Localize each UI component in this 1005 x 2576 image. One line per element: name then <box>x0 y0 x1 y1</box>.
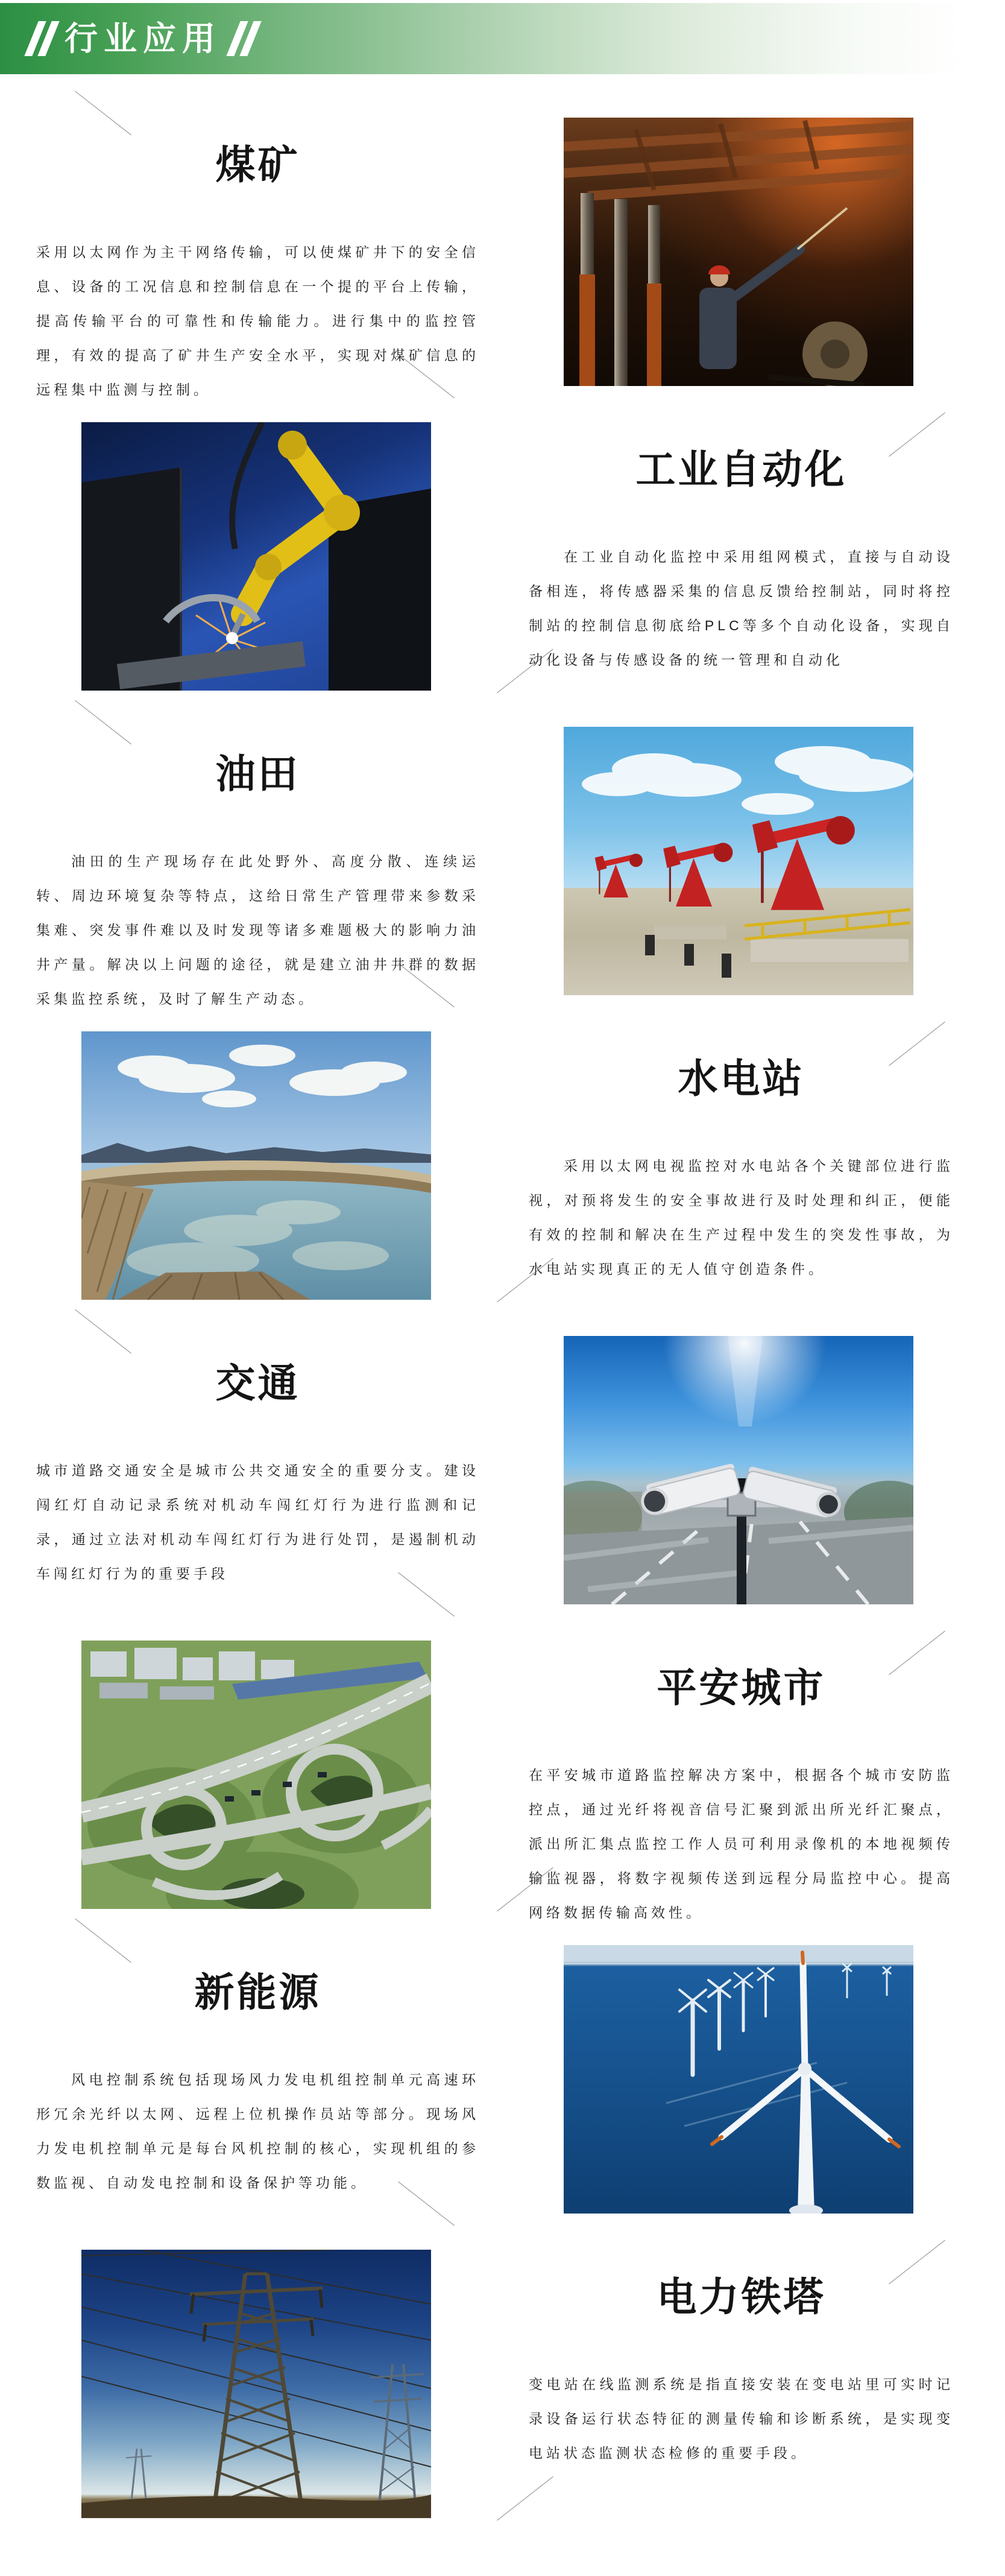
section-body: 城市道路交通安全是城市公共交通安全的重要分支。建设闯红灯自动记录系统对机动车闯红灯行为进行监测和记录，通过立法对机动车闯红灯行为进行处罚，是遏制机动车闯红灯行为的重要手段 <box>36 1463 479 1581</box>
power-tower-text-block <box>529 2238 954 2542</box>
section-title: 新能源 <box>194 1970 321 2014</box>
section-body: 采用以太网电视监控对水电站各个关键部位进行监视，对预将发生的安全事故进行及时处理和纠正，便能有效的控制和解决在生产过程中发生的突发性事故，为水电站实现真正的无人值守创造条件。 <box>529 1158 954 1277</box>
section-body: 风电控制系统包括现场风力发电机组控制单元高速环形冗余光纤以太网、远程上位机操作员站等部分。现场风力发电机控制单元是每台风机控制的核心，实现机组的参数监视、自动发电控制和设备保护等功能。 <box>36 2072 479 2191</box>
traffic-text-block <box>36 1324 479 1628</box>
distant-tower <box>371 2364 424 2518</box>
industrial-automation-text-block <box>529 410 954 715</box>
reservoir-photo <box>81 1031 431 1300</box>
section-title: 水电站 <box>678 1056 805 1101</box>
pumpjack-small <box>595 853 643 897</box>
section-body: 在平安城市道路监控解决方案中，根据各个城市安防监控点，通过光纤将视音信号汇聚到派出所光纤汇聚点，派出所汇集点监控工作人员可利用录像机的本地视频传输监视器，将数字视频传送到远程分局监控中心。提高网络数据传输高效性。 <box>529 1767 954 1920</box>
section-new-energy <box>0 1933 1005 2238</box>
oil-field-text-block <box>36 715 479 1019</box>
section-oil-field <box>0 715 1005 1019</box>
page-title: 行业应用 <box>65 19 222 57</box>
new-energy-text-block <box>36 1933 479 2238</box>
section-traffic <box>0 1324 1005 1628</box>
section-title: 工业自动化 <box>635 447 847 492</box>
section-title: 交通 <box>215 1361 300 1405</box>
highway-interchange-photo <box>81 1641 431 1909</box>
banner-left-slashes-icon <box>31 21 52 56</box>
traffic-cameras-photo <box>564 1336 913 1604</box>
section-coal-mine <box>0 106 1005 410</box>
welding-robot-photo <box>81 422 431 691</box>
left-camera <box>638 1463 741 1518</box>
pumpjack-medium <box>663 843 732 907</box>
main-tower <box>190 2274 323 2518</box>
hydropower-text-block <box>529 1019 954 1324</box>
page-header-banner <box>0 3 1005 74</box>
coal-mine-text-block <box>36 106 479 410</box>
oil-pumpjacks-photo <box>564 727 913 995</box>
section-body: 采用以太网作为主干网络传输，可以使煤矿井下的安全信息、设备的工况信息和控制信息在一个提的平台上传输，提高传输平台的可靠性和传输能力。进行集中的监控管理，有效的提高了矿井生产安全水平，实现对煤矿信息的远程集中监测与控制。 <box>36 244 479 397</box>
banner-right-slashes-icon <box>233 21 254 56</box>
section-title: 油田 <box>215 752 300 796</box>
transmission-towers-photo <box>81 2250 431 2518</box>
coal-mine-photo <box>564 118 913 386</box>
wind-turbines-photo <box>564 1945 913 2214</box>
section-body: 在工业自动化监控中采用组网模式，直接与自动设备相连，将传感器采集的信息反馈给控制站，同时将控制站的控制信息彻底给PLC等多个自动化设备，实现自动化设备与传感设备的统一管理和自动化 <box>529 549 954 668</box>
section-body: 油田的生产现场存在此处野外、高度分散、连续运转、周边环境复杂等特点，这给日常生产管理带来参数采集难、突发事件难以及时发现等诸多难题极大的影响力油井产量。解决以上问题的途径，就是建立油井井群的数据采集监控系统，及时了解生产动态。 <box>36 853 479 1007</box>
section-title: 电力铁塔 <box>657 2274 826 2319</box>
section-body: 变电站在线监测系统是指直接安装在变电站里可实时记录设备运行状态特征的测量传输和诊断系统，是实现变电站状态监测状态检修的重要手段。 <box>529 2376 954 2461</box>
section-safe-city <box>0 1628 1005 1933</box>
safe-city-text-block <box>529 1628 954 1933</box>
section-title: 平安城市 <box>657 1665 826 1710</box>
right-camera <box>742 1466 843 1521</box>
section-hydropower <box>0 1019 1005 1324</box>
section-industrial-automation <box>0 410 1005 715</box>
section-title: 煤矿 <box>215 142 300 187</box>
pumpjack-large <box>752 816 855 910</box>
section-power-tower <box>0 2238 1005 2542</box>
